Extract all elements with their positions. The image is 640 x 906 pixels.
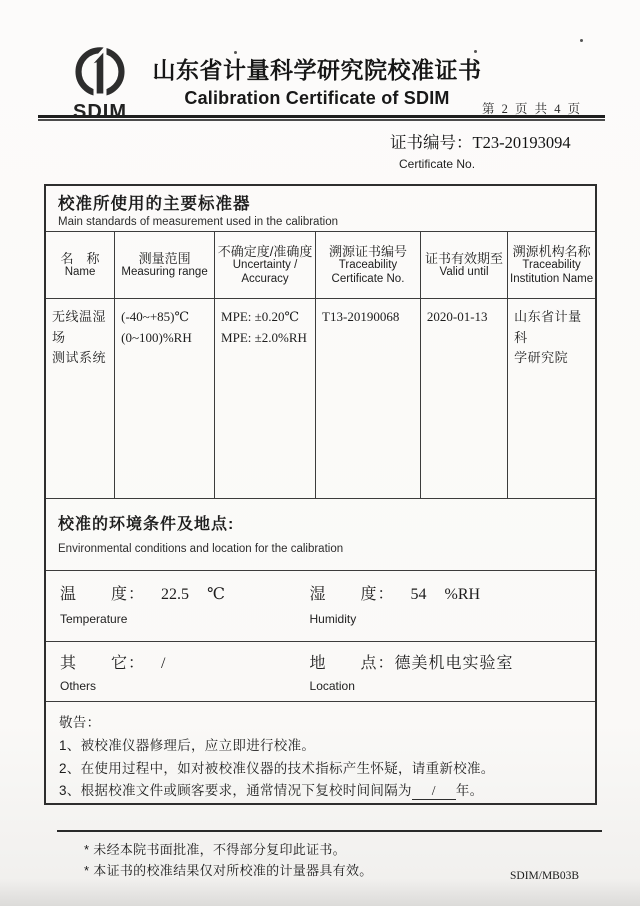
standards-section-header xyxy=(46,186,595,232)
temperature-label-en: Temperature xyxy=(60,612,128,627)
footer-divider xyxy=(57,830,602,832)
others-label-en: Others xyxy=(60,679,97,694)
advisory-notes xyxy=(46,702,595,803)
recalibration-interval-blank: / xyxy=(412,784,456,800)
humidity-unit: %RH xyxy=(444,586,481,604)
location-field xyxy=(310,650,514,693)
standards-table-header-row xyxy=(46,232,595,299)
cell-institution: 山东省计量科 学研究院 xyxy=(508,299,595,499)
others-location-row xyxy=(46,642,595,702)
certificate-number: 证书编号：T23-20193094 xyxy=(390,133,571,152)
cell-standard-name: 无线温湿场 测试系统 xyxy=(46,299,115,499)
col-header-uncertainty: 不确定度/准确度 Uncertainty / Accuracy xyxy=(215,232,316,299)
humidity-label-cn: 湿 度： xyxy=(309,586,395,604)
environment-title-en: Environmental conditions and location for the calibration xyxy=(58,543,344,556)
location-label-en: Location xyxy=(309,679,355,694)
sdim-logo xyxy=(56,46,144,124)
standards-title-en: Main standards of measurement used in the calibration xyxy=(58,216,338,228)
temperature-value: 22.5 xyxy=(161,586,190,604)
environment-values-row xyxy=(46,571,595,642)
cell-measuring-range: (-40~+85)℃ (0~100)%RH xyxy=(115,299,215,499)
page-number: 第 2 页 共 4 页 xyxy=(482,102,583,116)
temperature-field xyxy=(60,581,225,626)
col-header-measuring-range: 测量范围 Measuring range xyxy=(115,232,215,299)
advisory-title: 敬告： xyxy=(59,715,101,731)
environment-title-cn: 校准的环境条件及地点: xyxy=(58,516,235,534)
others-field xyxy=(60,650,165,693)
footer-note-2: * 本证书的校准结果仅对所校准的计量器具有效。 xyxy=(84,862,373,878)
header-divider xyxy=(38,115,605,121)
cell-valid-until: 2020-01-13 xyxy=(420,299,507,499)
col-header-name: 名 称 Name xyxy=(46,232,115,299)
col-header-valid-until: 证书有效期至 Valid until xyxy=(420,232,507,299)
humidity-label-en: Humidity xyxy=(309,612,357,627)
others-value: / xyxy=(161,655,166,673)
location-value: 德美机电实验室 xyxy=(394,655,514,673)
certificate-body xyxy=(44,184,597,805)
footer-notes xyxy=(84,840,373,882)
advisory-item-2: 2、在使用过程中，如对被校准仪器的技术指标产生怀疑，请重新校准。 xyxy=(59,760,495,776)
standards-title-cn: 校准所使用的主要标准器 xyxy=(58,195,251,213)
standards-table-data-row xyxy=(46,299,595,499)
humidity-field xyxy=(310,581,481,626)
advisory-item-3: 3、根据校准文件或顾客要求，通常情况下复校时间间隔为 / 年。 xyxy=(59,783,484,799)
sdim-logo-emblem xyxy=(60,46,140,100)
standards-table xyxy=(46,232,595,500)
cell-uncertainty: MPE: ±0.20℃ MPE: ±2.0%RH xyxy=(215,299,316,499)
cell-traceability-cert-no: T13-20190068 xyxy=(316,299,421,499)
col-header-traceability-cert-no: 溯源证书编号 Traceability Certificate No. xyxy=(316,232,421,299)
others-label-cn: 其 它： xyxy=(60,655,146,673)
temperature-unit: ℃ xyxy=(207,586,225,604)
advisory-item-1: 1、被校准仪器修理后，应立即进行校准。 xyxy=(59,737,316,753)
footer-note-1: * 未经本院书面批准，不得部分复印此证书。 xyxy=(84,842,346,857)
col-header-traceability-institution: 溯源机构名称 Traceability Institution Name xyxy=(508,232,595,299)
sdim-logo-text: SDIM xyxy=(73,101,127,123)
scan-speck xyxy=(580,39,583,42)
humidity-value: 54 xyxy=(410,586,427,604)
certificate-title-en: Calibration Certificate of SDIM xyxy=(184,88,450,108)
form-code: SDIM/MB03B xyxy=(510,870,580,882)
environment-section-header xyxy=(46,499,595,571)
location-label-cn: 地 点： xyxy=(309,655,395,673)
certificate-title-cn: 山东省计量科学研究院校准证书 xyxy=(152,58,482,83)
certificate-number-label-en: Certificate No. xyxy=(399,157,476,171)
temperature-label-cn: 温 度： xyxy=(60,586,146,604)
